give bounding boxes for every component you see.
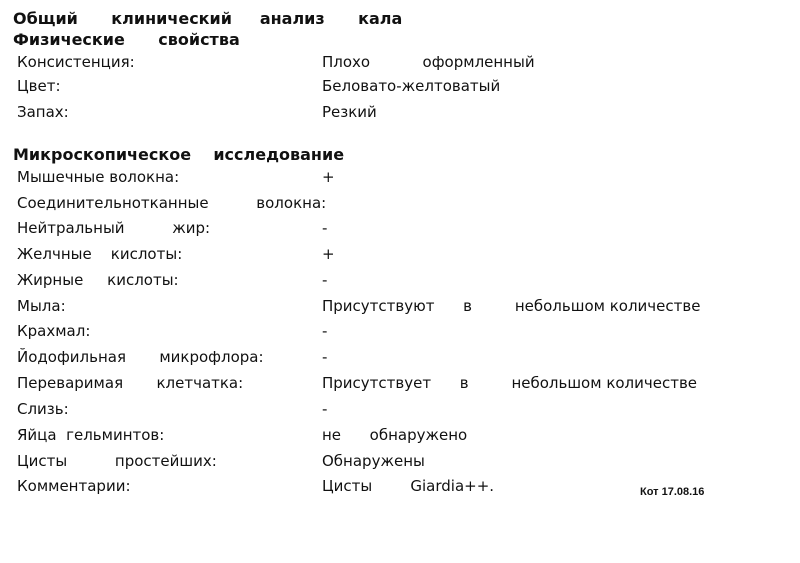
result-row-mucus bbox=[17, 398, 797, 420]
result-label: Цисты простейших: bbox=[17, 452, 217, 470]
result-row-odor bbox=[17, 101, 797, 123]
result-value: Присутствуют в небольшом количестве bbox=[322, 297, 701, 315]
result-value: + bbox=[322, 168, 335, 186]
result-label: Жирные кислоты: bbox=[17, 271, 179, 289]
result-label: Мышечные волокна: bbox=[17, 168, 180, 186]
result-value: Присутствует в небольшом количестве bbox=[322, 374, 698, 392]
result-label: Цвет: bbox=[17, 77, 61, 95]
result-label: Крахмал: bbox=[17, 322, 91, 340]
result-row-iodophilic-flora bbox=[17, 346, 797, 368]
result-row-fatty-acids bbox=[17, 269, 797, 291]
result-value: Резкий bbox=[322, 103, 377, 121]
result-label: Комментарии: bbox=[17, 477, 131, 495]
result-value: - bbox=[322, 271, 328, 289]
section-heading-physical: Физические свойства bbox=[13, 30, 240, 49]
result-row-consistency bbox=[17, 51, 797, 73]
result-value: + bbox=[322, 245, 335, 263]
result-label: Йодофильная микрофлора: bbox=[17, 348, 264, 366]
result-value: - bbox=[322, 322, 328, 340]
result-value: Беловато-желтоватый bbox=[322, 77, 501, 95]
section-heading-microscopic: Микроскопическое исследование bbox=[13, 145, 345, 164]
result-row-bile-acids bbox=[17, 243, 797, 265]
result-row-helminth-eggs bbox=[17, 424, 797, 446]
result-value: не обнаружено bbox=[322, 426, 468, 444]
result-row-soaps bbox=[17, 295, 797, 317]
result-row-muscle-fibers bbox=[17, 166, 797, 188]
result-label: Желчные кислоты: bbox=[17, 245, 183, 263]
result-value: - bbox=[322, 400, 328, 418]
result-label: Яйца гельминтов: bbox=[17, 426, 165, 444]
result-row-digestible-fiber bbox=[17, 372, 797, 394]
watermark-stamp: Кот 17.08.16 bbox=[640, 486, 705, 498]
result-value: - bbox=[322, 219, 328, 237]
result-label: Слизь: bbox=[17, 400, 69, 418]
result-row-protozoan-cysts bbox=[17, 450, 797, 472]
result-label: Переваримая клетчатка: bbox=[17, 374, 244, 392]
result-value: - bbox=[322, 348, 328, 366]
result-label: Запах: bbox=[17, 103, 69, 121]
result-value: Цисты Giardia++. bbox=[322, 477, 495, 495]
result-label: Нейтральный жир: bbox=[17, 219, 211, 237]
result-label: Мыла: bbox=[17, 297, 66, 315]
result-value: Плохо оформленный bbox=[322, 53, 535, 71]
result-value: Обнаружены bbox=[322, 452, 425, 470]
result-row-color bbox=[17, 75, 797, 97]
result-label: Консистенция: bbox=[17, 53, 135, 71]
report-title: Общий клинический анализ кала bbox=[13, 9, 403, 28]
result-row-starch bbox=[17, 320, 797, 342]
result-label: Соединительнотканные волокна: bbox=[17, 194, 327, 212]
result-row-connective-fibers bbox=[17, 192, 797, 214]
result-row-neutral-fat bbox=[17, 217, 797, 239]
